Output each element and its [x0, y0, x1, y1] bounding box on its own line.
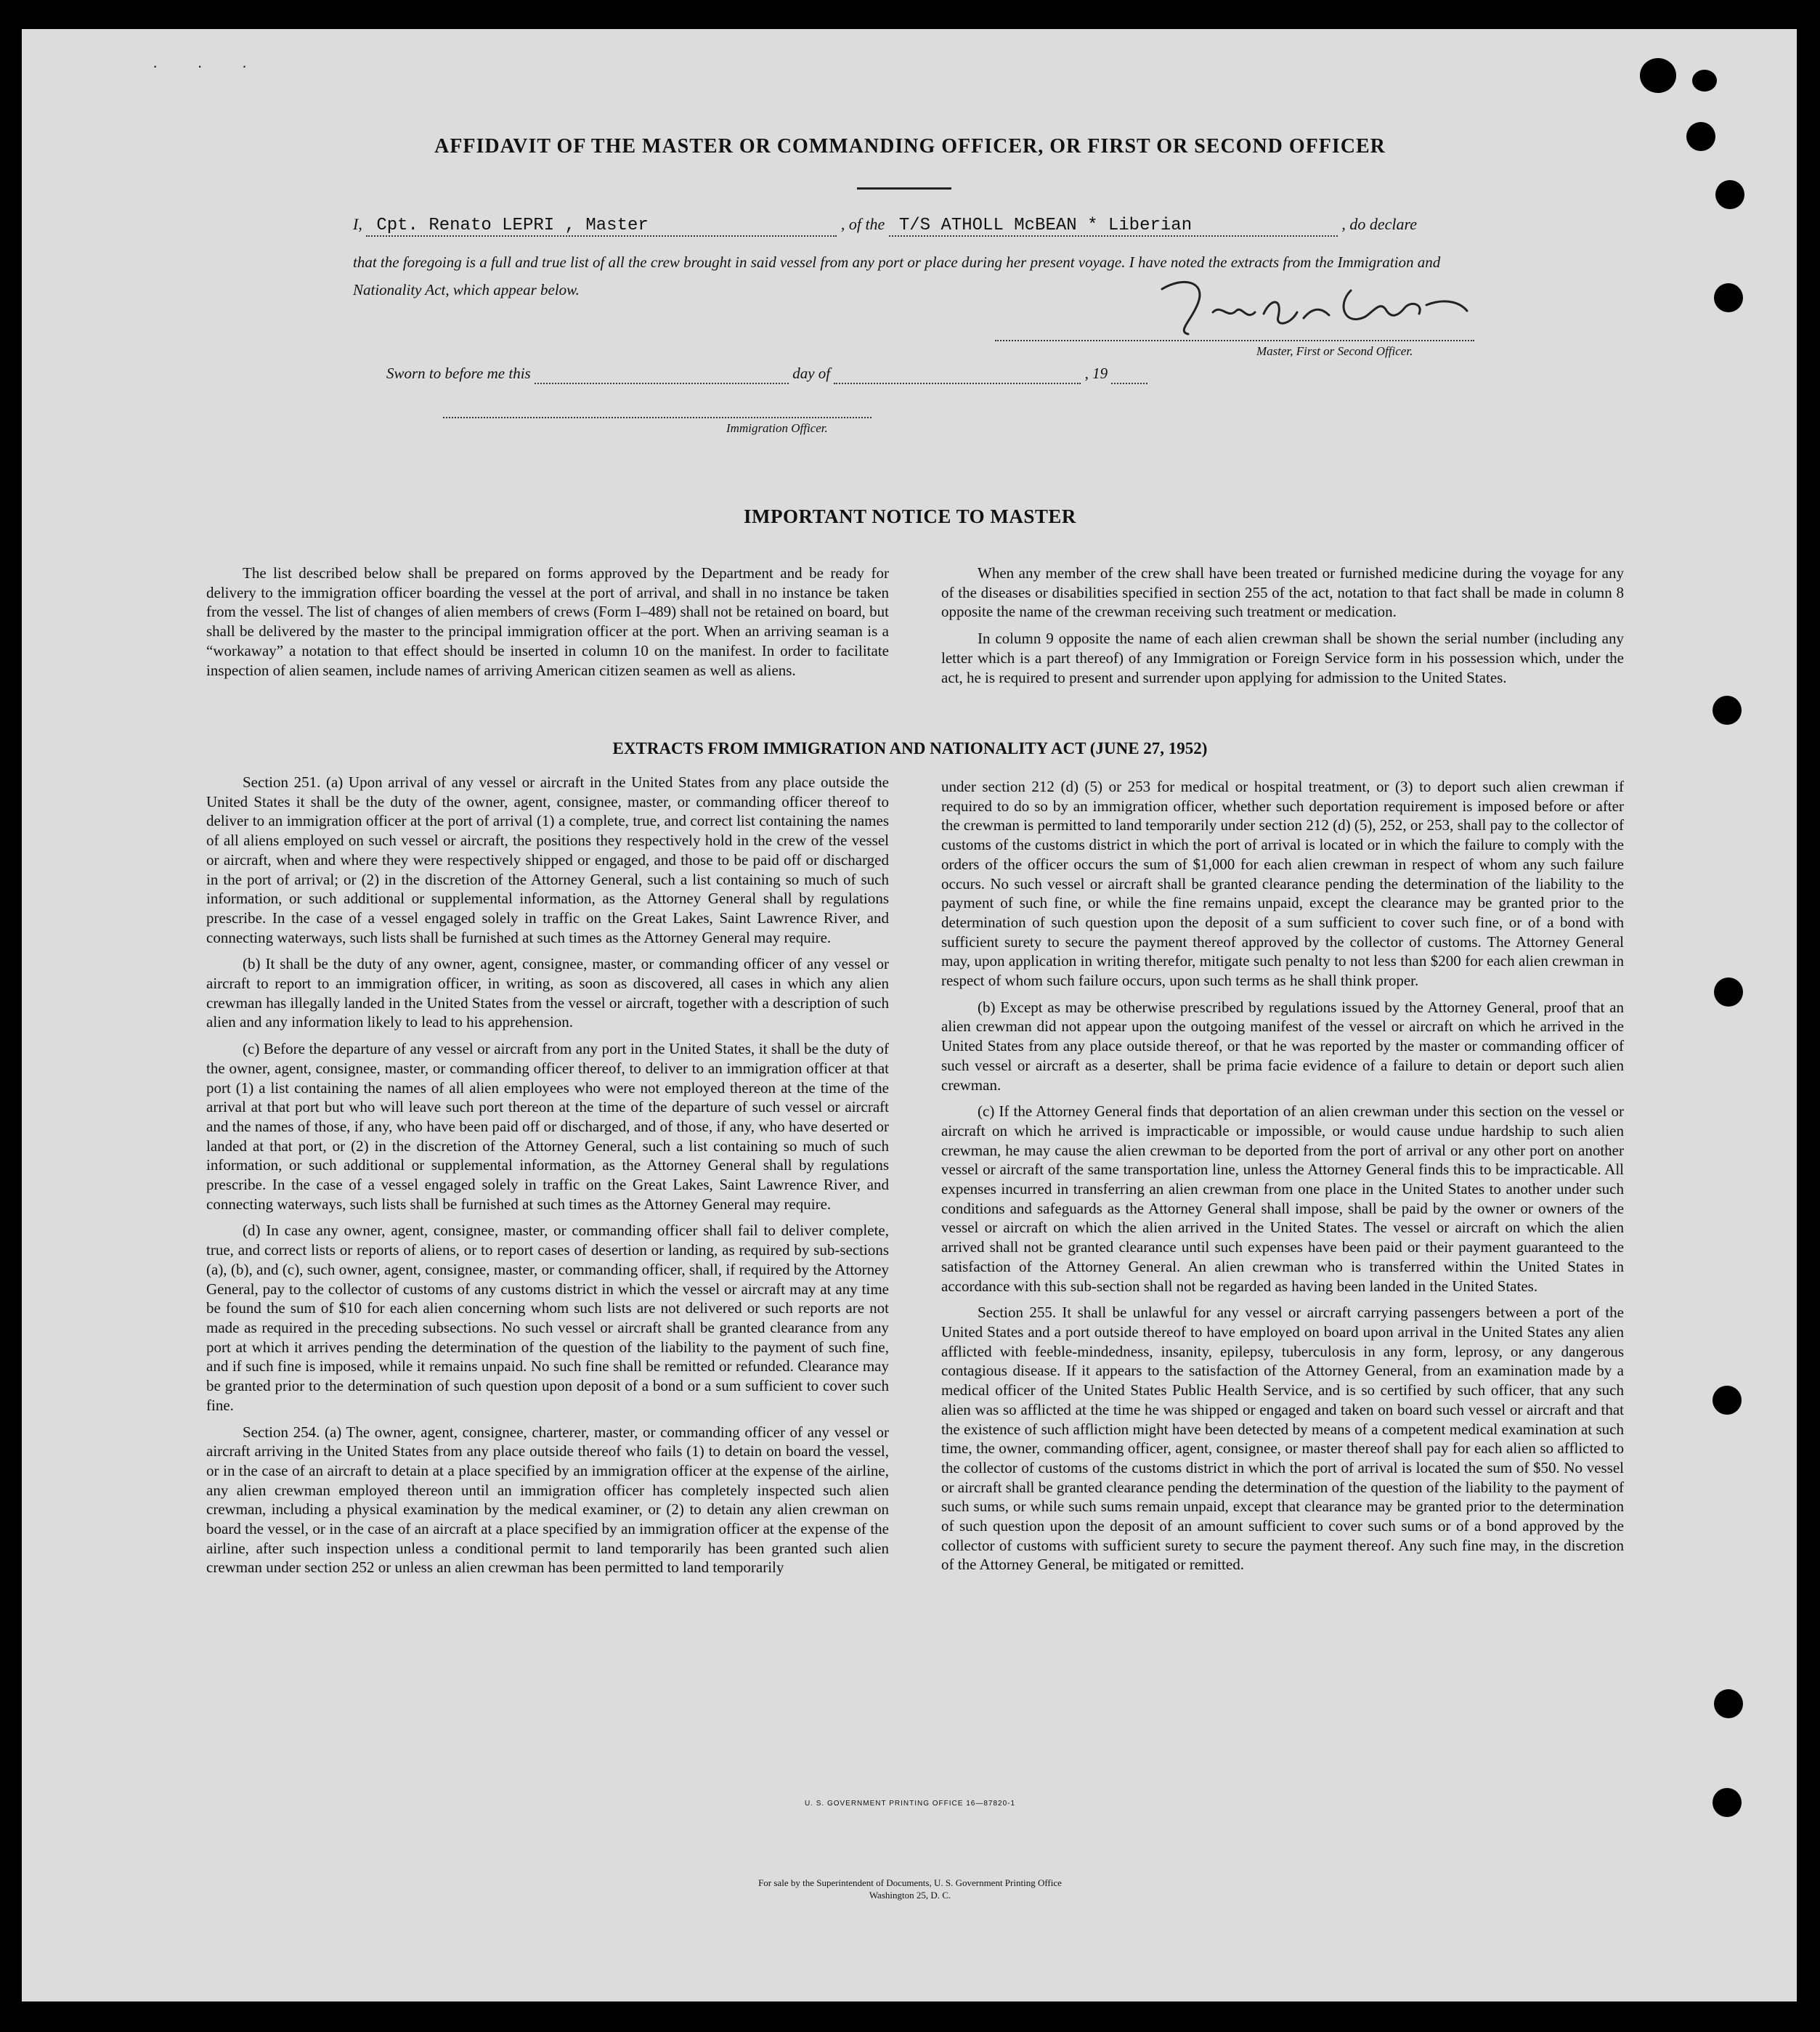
immigration-officer-caption: Immigration Officer.: [726, 421, 828, 435]
extracts-left-column: [206, 773, 889, 1577]
extracts-title: EXTRACTS FROM IMMIGRATION AND NATIONALITY ACT (JUNE 27, 1952): [612, 739, 1208, 757]
notice-paragraph: When any member of the crew shall have been treated or furnished medicine during the voyage for any of the diseases or disabilities specified in section 255 of the act, notation to that fact shall be made in column 8 opposite the name of the crewman receiving such treatment or medication.: [941, 564, 1624, 621]
section-251b: (b) It shall be the duty of any owner, agent, consignee, master, or commanding officer of any vessel or aircraft to report to an immigration officer, in writing, as soon as discovered, all cases in which any alien crewman has illegally landed in the United States from the vessel or aircraft, together with a description of such alien and any information likely to lead to his apprehension.: [206, 955, 889, 1031]
sworn-year-blank: [1111, 365, 1147, 384]
i-label: I,: [353, 215, 362, 233]
master-signature: [1155, 269, 1474, 349]
sworn-label: Sworn to before me this: [386, 365, 531, 382]
punch-hole: [1715, 180, 1744, 209]
affidavit-title: AFFIDAVIT OF THE MASTER OR COMMANDING OFFICER, OR FIRST OR SECOND OFFICER: [434, 135, 1386, 158]
notice-paragraph: The list described below shall be prepared on forms approved by the Department and be ready for delivery to the immigration officer boarding the vessel at the port of arrival, and shall in no instance be taken from the vessel. The list of changes of alien members of crews (Form I–489) shall not be retained on board, but shall be delivered by the master to the principal immigration officer at the port. When an arriving seaman is a “workaway” a notation to that effect should be inserted in column 10 on the manifest. In order to facilitate inspection of alien seamen, include names of arriving American citizen seamen as well as aliens.: [206, 564, 889, 679]
master-name-field: Cpt. Renato LEPRI , Master: [366, 216, 837, 237]
of-the-label: , of the: [840, 215, 885, 233]
sale-notice: [0, 1877, 1820, 1901]
declaration-line: [353, 215, 1479, 237]
notice-paragraph: In column 9 opposite the name of each alien crewman shall be shown the serial number (including any letter which is a part thereof) of any Immigration or Foreign Service form in his possession which, under the act, he is required to present and surrender upon applying for admission to the United States.: [941, 630, 1624, 686]
signature-caption: Master, First or Second Officer.: [1256, 344, 1413, 358]
gpo-imprint: U. S. GOVERNMENT PRINTING OFFICE 16—87820-1: [804, 1800, 1016, 1808]
section-251a: Section 251. (a) Upon arrival of any vessel or aircraft in the United States from any place outside the United States it shall be the duty of the owner, agent, consignee, master, or commanding officer thereof to deliver to an immigration officer at the port of arrival (1) a complete, true, and correct list containing the names of all aliens employed on such vessel or aircraft, the positions they respectively hold in the crew of the vessel or aircraft, when and where they were respectively shipped or engaged, and those to be paid off or discharged in the port of arrival; or (2) in the discretion of the Attorney General, such a list containing so much of such information, or such additional or supplemental information, as the Attorney General shall by regulations prescribe. In the case of a vessel engaged solely in traffic on the Great Lakes, Saint Lawrence River, and connecting waterways, such lists shall be furnished at such times as the Attorney General may require.: [206, 773, 889, 946]
sale-line-2: Washington 25, D. C.: [869, 1890, 951, 1901]
notice-right-column: [941, 564, 1624, 687]
punch-hole: [1714, 283, 1743, 312]
margin-specks: · · ·: [153, 57, 265, 75]
notice-left-column: [206, 564, 889, 680]
sworn-day-blank: [535, 365, 789, 384]
signature-line: [995, 340, 1474, 341]
title-rule: [857, 187, 951, 190]
section-254a-continued: under section 212 (d) (5) or 253 for medical or hospital treatment, or (3) to deport such alien crewman if required to do so by an immigration officer, whether such deportation requirement is imposed before or after the crewman is permitted to land temporarily under section 212 (d) (5), 252, or 253, shall pay to the collector of customs of the customs district in which the port of arrival is located or in which the failure to comply with the orders of the officer occurs the sum of $1,000 for each alien crewman in respect of whom any such failure occurs. No such vessel or aircraft shall be granted clearance pending the determination of the liability to the payment of such fine, or while the fine remains unpaid, except the clearance may be granted prior to the determination of such question upon the deposit of a sum sufficient to cover such fine, or of a bond with sufficient surety to secure the payment thereof approved by the collector of customs. The Attorney General may, upon application in writing therefor, mitigate such penalty to not less than $200 for each alien crewman in respect of whom such failure occurs, upon such terms as he shall think proper.: [941, 778, 1624, 990]
section-251c: (c) Before the departure of any vessel or aircraft from any port in the United States, it shall be the duty of the owner, agent, consignee, master, or commanding officer thereof, to deliver to an immigration officer at that port (1) a list containing the names of all alien employees who were not employed thereon at the time of the arrival at that port but who will leave such port thereon at the time of the departure of such vessel or aircraft and the names of those, if any, who have been paid off or discharged, and of those, if any, who have deserted or landed at that port, or (2) in the discretion of the Attorney General, such a list containing so much of such information, or such additional or supplemental information, as the Attorney General shall by regulations prescribe. In the case of a vessel engaged solely in traffic on the Great Lakes, Saint Lawrence River, and connecting waterways, such lists shall be furnished at such times as the Attorney General may require.: [206, 1040, 889, 1213]
notice-title: IMPORTANT NOTICE TO MASTER: [744, 505, 1076, 527]
sworn-line: [386, 365, 1147, 384]
do-declare-label: , do declare: [1341, 215, 1417, 233]
immigration-officer-line: [443, 417, 872, 418]
section-255: Section 255. It shall be unlawful for any vessel or aircraft carrying passengers between a port of the United States and a port outside thereof to have employed on board upon arrival in the United States any alien afflicted with feeble-mindedness, insanity, epilepsy, tuberculosis in any form, leprosy, or any dangerous contagious disease. If it appears to the satisfaction of the Attorney General, from an examination made by a medical officer of the United States Public Health Service, and is so certified by such officer, that any such alien was so afflicted at the time he was shipped or engaged and taken on board such vessel or aircraft and that the existence of such affliction might have been detected by means of a competent medical examination at such time, the owner, commanding officer, agent, consignee, or master thereof shall pay for each alien so afflicted to the collector of customs of the customs district in which the port of arrival is located the sum of $50. No vessel or aircraft shall be granted clearance pending the determination of the question of the liability to the payment of such sums, or while such sums remain unpaid, except that clearance may be granted prior to the determination of such question upon the deposit of an amount sufficient to cover such sums or of a bond approved by the collector of customs with sufficient surety to secure the payment thereof. Any such fine may, in the discretion of the Attorney General, be mitigated or remitted.: [941, 1304, 1624, 1574]
section-254b: (b) Except as may be otherwise prescribed by regulations issued by the Attorney General, proof that an alien crewman did not appear upon the outgoing manifest of the vessel or aircraft on which he arrived in the United States from any place outside thereof, or that he was reported by the master or commanding officer of such vessel or aircraft as a deserter, shall be prima facie evidence of a failure to detain or deport such alien crewman.: [941, 998, 1624, 1094]
declaration-text: that the foregoing is a full and true list of all the crew brought in said vessel from any port or place during her present voyage. I have noted the extracts from the Immigration and Nationality Act, which appear below.: [353, 253, 1441, 298]
section-254c: (c) If the Attorney General finds that deportation of an alien crewman under this section on the vessel or aircraft on which he arrived is impracticable or impossible, or would cause undue hardship to such alien crewman, he may cause the alien crewman to be deported from the port of arrival or any other port on another vessel or aircraft of the same transportation line, unless the Attorney General finds this to be impracticable. All expenses incurred in transferring an alien crewman from one place in the United States to another under such conditions and safeguards as the Attorney General shall impose, shall be paid by the owner or owners of the vessel or aircraft on which the alien arrived in the United States. The vessel or aircraft on which the alien arrived shall not be granted clearance until such expenses have been paid or their payment guaranteed to the satisfaction of the Attorney General. An alien crewman who is transferred within the United States in accordance with this sub-section shall not be regarded as having been landed in the United States.: [941, 1102, 1624, 1295]
vessel-name-field: T/S ATHOLL McBEAN * Liberian: [889, 216, 1338, 237]
punch-hole: [1713, 696, 1742, 725]
day-of-label: day of: [792, 365, 831, 382]
section-254a: Section 254. (a) The owner, agent, consignee, charterer, master, or commanding officer of any vessel or aircraft arriving in the United States from any place outside thereof who fails (1) to detain on board the vessel, or in the case of an aircraft to detain at a place specified by an immigration officer at the expense of the airline, any alien crewman employed thereon until an immigration officer has completely inspected such alien crewman, including a physical examination by the medical examiner, or (2) to detain any alien crewman on board the vessel, or in the case of an aircraft at a place specified by an immigration officer at the expense of the airline, after such inspection unless a conditional permit to land temporarily has been granted such alien crewman under section 252 or unless an alien crewman has been permitted to land temporarily: [206, 1423, 889, 1577]
sworn-month-blank: [834, 365, 1081, 384]
punch-hole: [1713, 1386, 1742, 1415]
punch-hole: [1714, 1689, 1743, 1718]
extracts-right-column: [941, 777, 1624, 1574]
punch-hole: [1692, 70, 1717, 92]
section-251d: (d) In case any owner, agent, consignee, master, or commanding officer shall fail to deliver complete, true, and correct lists or reports of aliens, or to report cases of desertion or landing, as required by sub-sections (a), (b), and (c), such owner, agent, consignee, master, or commanding officer, shall, if required by the Attorney General, pay to the collector of customs of any customs district in which the vessel or aircraft may at any time be found the sum of $10 for each alien concerning whom such lists are not delivered or such reports are not made as required in the preceding subsections. No such vessel or aircraft shall be granted clearance from any port at which it arrives pending the determination of the question of the liability to the payment of such fine, and if such fine is imposed, while it remains unpaid. No such fine shall be remitted or refunded. Clearance may be granted prior to the determination of such question upon deposit of a bond or a sum sufficient to cover such fine.: [206, 1222, 889, 1414]
punch-hole: [1714, 978, 1743, 1007]
sale-line-1: For sale by the Superintendent of Documents, U. S. Government Printing Office: [758, 1877, 1062, 1888]
punch-hole: [1640, 58, 1676, 93]
year-label: , 19: [1084, 365, 1108, 382]
